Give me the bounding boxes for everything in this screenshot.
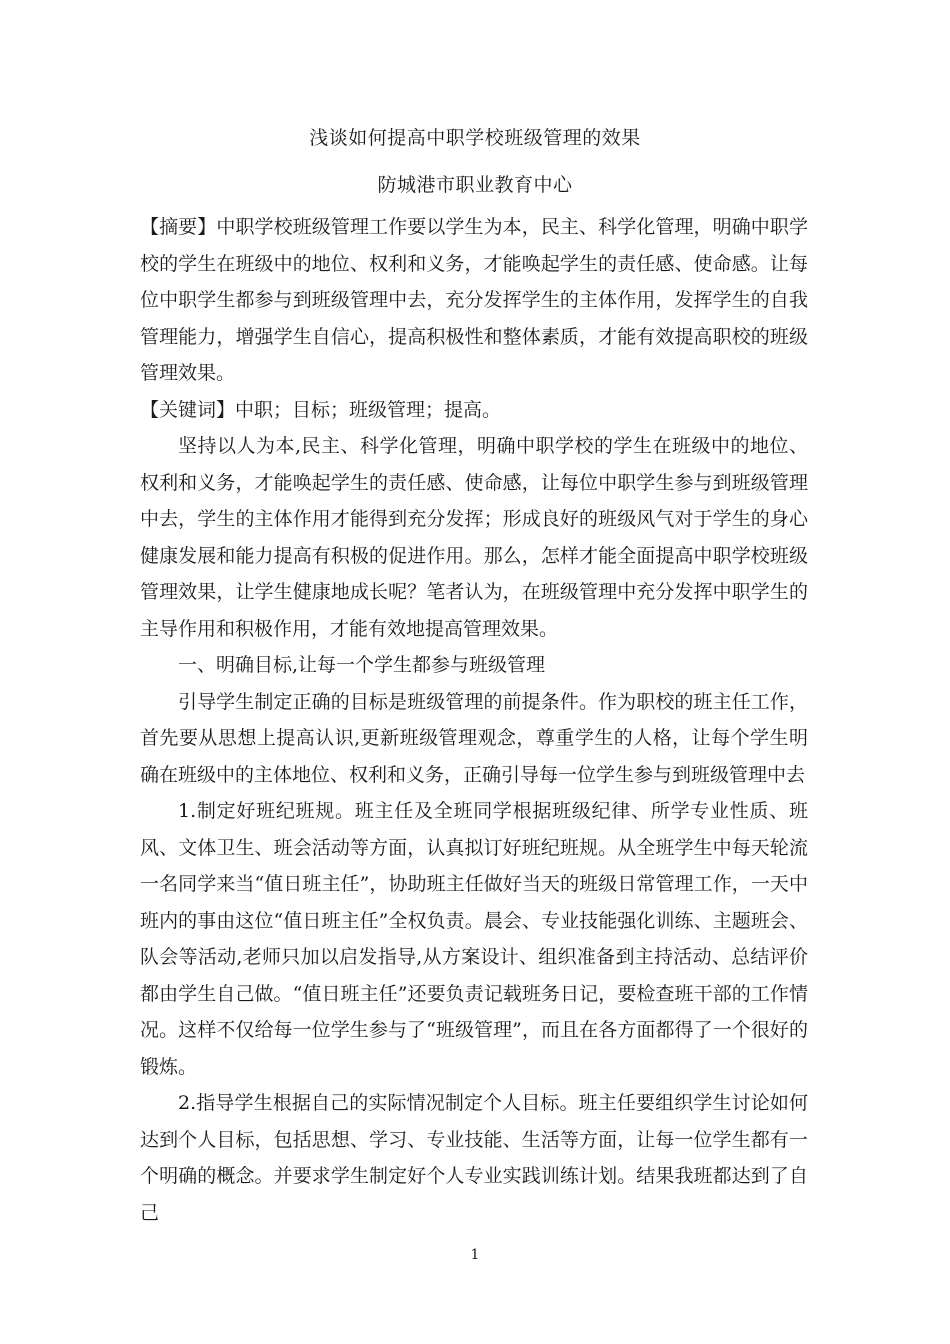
- page-number: 1: [470, 1247, 480, 1263]
- body-paragraph: 引导学生制定正确的目标是班级管理的前提条件。作为职校的班主任工作，首先要从思想上提高认识,更新班级管理观念，尊重学生的人格，让每个学生明确在班级中的主体地位、权利和义务，正确引导每一位学生参与到班级管理中去: [140, 690, 808, 786]
- intro-paragraph: 坚持以人为本,民主、科学化管理，明确中职学校的学生在班级中的地位、权利和义务，才能唤起学生的责任感、使命感，让每位中职学生参与到班级管理中去，学生的主体作用才能得到充分发挥；形成良好的班级风气对于学生的身心健康发展和能力提高有积极的促进作用。那么，怎样才能全面提高中职学校班级管理效果，让学生健康地成长呢？笔者认为，在班级管理中充分发挥中职学生的主导作用和积极作用，才能有效地提高管理效果。: [140, 435, 808, 640]
- body-paragraph: 2.指导学生根据自己的实际情况制定个人目标。班主任要组织学生讨论如何达到个人目标，包括思想、学习、专业技能、生活等方面，让每一位学生都有一个明确的概念。并要求学生制定好个人专业实践训练计划。结果我班都达到了自己: [140, 1092, 808, 1224]
- abstract-paragraph: 【摘要】中职学校班级管理工作要以学生为本，民主、科学化管理，明确中职学校的学生在班级中的地位、权利和义务，才能唤起学生的责任感、使命感。让每位中职学生都参与到班级管理中去，充分发挥学生的主体作用，发挥学生的自我管理能力，增强学生自信心，提高积极性和整体素质，才能有效提高职校的班级管理效果。: [140, 216, 808, 384]
- author-organization: 防城港市职业教育中心: [377, 174, 573, 196]
- keywords-paragraph: 【关键词】中职；目标；班级管理；提高。: [140, 398, 502, 421]
- body-paragraph: 1.制定好班纪班规。班主任及全班同学根据班级纪律、所学专业性质、班风、文体卫生、班会活动等方面，认真拟订好班纪班规。从全班学生中每天轮流一名同学来当“值日班主任”，协助班主任做好当天的班级日常管理工作，一天中班内的事由这位“值日班主任”全权负责。晨会、专业技能强化训练、主题班会、队会等活动,老师只加以启发指导,从方案设计、组织准备到主持活动、总结评价都由学生自己做。“值日班主任”还要负责记载班务日记，要检查班干部的工作情况。这样不仅给每一位学生参与了“班级管理”，而且在各方面都得了一个很好的锻炼。: [140, 800, 808, 1078]
- document-body: [140, 209, 808, 1231]
- section-heading: 一、明确目标,让每一个学生都参与班级管理: [178, 654, 546, 676]
- document-title: 浅谈如何提高中职学校班级管理的效果: [309, 127, 641, 149]
